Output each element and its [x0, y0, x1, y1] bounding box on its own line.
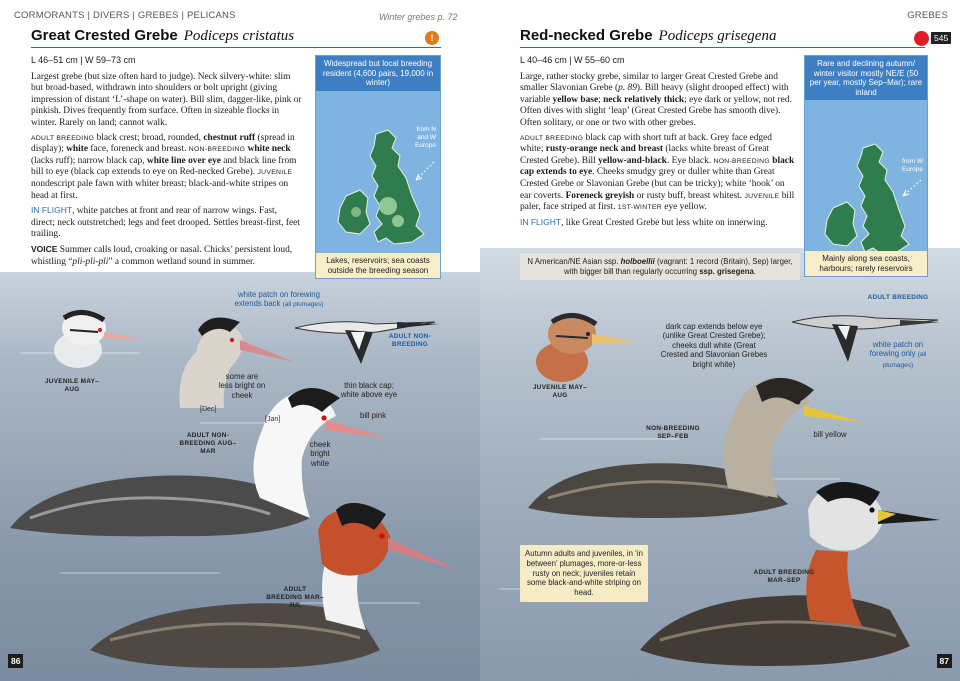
subspecies-note: N American/NE Asian ssp. holboellii (vagrant: 1 record (Britain), Sep) larger, with bigger bill than regularly occurring ssp. grisegena.: [520, 252, 800, 280]
species-text: [520, 55, 796, 232]
bill-annotation: bill pink: [359, 411, 386, 420]
in-flight-text: IN FLIGHT, white patches at front and rear of narrow wings. Fast, direct; neck outstretched; legs and feet drooped. Settles breast-first, feet trailing.: [31, 205, 300, 240]
species-title: [520, 27, 925, 48]
adult-breeding-grebe-illustration: [90, 500, 470, 670]
description: Large, rather stocky grebe, similar to larger Great Crested Grebe and smaller Slavonian Grebe (p. 89). Bill heavy (slight drooped effect) with variable yellow base; neck relatively thick; eye dark or yellow, not red. Often dives with slight ‘leap’ (Great Crested Grebe has smooth dive). Often solitary, or one or two with other grebes.: [520, 71, 792, 128]
cheek-annotation: some are less bright on cheek: [218, 372, 266, 400]
non-breeding-age-label: NON-BREEDING SEP–FEB: [646, 425, 700, 440]
date-jan: [Jan]: [265, 416, 281, 423]
plumage-text: ADULT BREEDING black cap with short tuft at back. Grey face edged white; rusty-orange neck and breast (lacks white breast of Great Crested Grebe). Bill yellow-and-black. Eye black. NON-BREEDING black cap extends to eye. Cheeks smudgy grey or duller white than Great Crested Grebe or Slavonian Grebe (but can be tricky); white ‘hook’ on ear coverts. Foreneck greyish or rusty buff, breast whitest. JUVENILE bill paler, face striped at first. 1ST-WINTER eye yellow.: [520, 132, 795, 213]
running-head: CORMORANTS | DIVERS | GREBES | PELICANS: [14, 10, 236, 21]
distribution-map: [315, 55, 441, 279]
plumage-text: ADULT BREEDING black crest; broad, rounded, chestnut ruff (spread in display); white face, foreneck and breast. NON-BREEDING white neck (lacks ruff); narrow black cap, white line over eye and black line from bill to eye (black cap extends to eye on Red-necked Grebe). JUVENILE nondescript pale fawn with whiter breast; black-and-white stripes on head at first.: [31, 132, 297, 201]
autumn-plumage-note: Autumn adults and juveniles, in ‘in between’ plumages, more-or-less rusty on neck; juveniles retain some black-and-white striping on head.: [520, 545, 648, 602]
juvenile-grebe-illustration: [48, 302, 148, 372]
page-number: 86: [8, 654, 23, 668]
measurements: L 46–51 cm | W 59–73 cm: [31, 55, 136, 65]
flight-patch-annotation: white patch on forewing extends back (all plumages): [234, 290, 324, 309]
voice-text: VOICE Summer calls loud, croaking or nasal. Chicks’ persistent loud, whistling “pli-pli-pli” a common wetland sound in summer.: [31, 243, 293, 267]
measurements: L 40–46 cm | W 55–60 cm: [520, 55, 625, 65]
common-name: Red-necked Grebe: [520, 27, 653, 44]
distribution-map: [804, 55, 928, 277]
adult-breeding-age-label: ADULT BREEDING MAR–SEP: [753, 569, 815, 584]
cap-annotation: thin black cap; white above eye: [340, 381, 398, 400]
species-number: 545: [931, 32, 951, 44]
juvenile-age-label: JUVENILE MAY–AUG: [532, 384, 588, 399]
dark-cap-annotation: dark cap extends below eye (unlike Great Crested Grebe); cheeks dull white (Great Crested and Slavonian Grebes bright white): [660, 322, 768, 369]
map-habitat-caption: Lakes, reservoirs; sea coasts outside the breeding season: [316, 253, 440, 278]
flight-age-label: ADULT NON-BREEDING: [388, 333, 432, 348]
uk-map-icon: [316, 56, 441, 279]
scientific-name: Podiceps grisegena: [658, 28, 777, 44]
map-status-caption: Widespread but local breeding resident (4,600 pairs, 19,000 in winter): [316, 56, 440, 91]
map-habitat-caption: Mainly along sea coasts, harbours; rarely reservoirs: [805, 251, 927, 276]
map-status-caption: Rare and declining autumn/ winter visitor mostly NE/E (50 per year, mostly Sep–Mar); rare inland: [805, 56, 927, 100]
right-page: [480, 0, 960, 681]
bill-annotation: bill yellow: [813, 430, 847, 439]
description: Largest grebe (but size often hard to judge). Neck silvery-white: slim but broad-based, withdrawn into shoulders or bolt upright (giving impression of distant ‘L’-shape on water). Bill slim, dagger-like, pink or pinkish. Dives frequently from surface. Often in sizeable flocks in winter. Rarely on land; cannot walk.: [31, 71, 302, 128]
migration-label: from W Europe: [902, 158, 923, 173]
species-title: [31, 27, 441, 48]
scientific-name: Podiceps cristatus: [183, 28, 295, 44]
status-badge: !: [425, 31, 439, 45]
date-dec: [Dec]: [200, 406, 217, 413]
species-text: [31, 55, 303, 271]
status-badge: [914, 31, 929, 46]
flight-age-label: ADULT BREEDING: [867, 294, 929, 301]
juvenile-age-label: JUVENILE MAY–AUG: [44, 378, 100, 393]
flight-patch-annotation: white patch on forewing only (all plumages): [869, 340, 927, 369]
migration-label: from N and W Europe: [415, 126, 436, 149]
common-name: Great Crested Grebe: [31, 27, 178, 44]
cross-reference[interactable]: Winter grebes p. 72: [379, 12, 458, 22]
adult-nonbreeding-age-label: ADULT NON-BREEDING AUG–MAR: [179, 432, 237, 455]
in-flight-text: IN FLIGHT, like Great Crested Grebe but less white on innerwing.: [520, 216, 768, 228]
page-number: 87: [937, 654, 952, 668]
cheek-white-annotation: cheek bright white: [309, 440, 331, 468]
adult-breeding-age-label: ADULT BREEDING MAR–JUL: [266, 586, 324, 609]
running-head: GREBES: [907, 10, 948, 21]
